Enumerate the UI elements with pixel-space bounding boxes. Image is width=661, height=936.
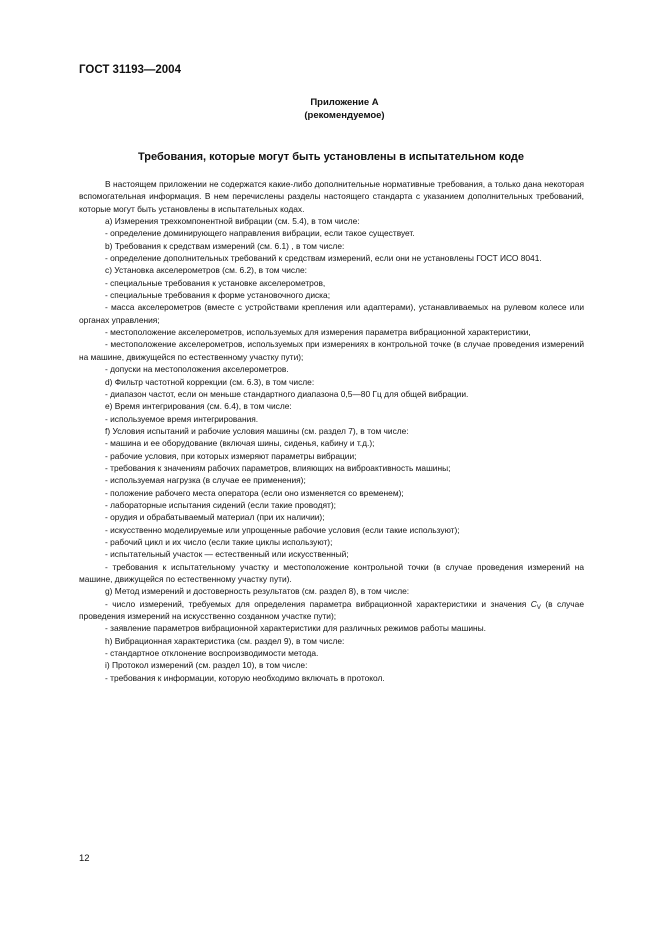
- annex-heading: [0, 96, 661, 122]
- cv-subscript: V: [536, 604, 541, 611]
- list-item: - определение дополнительных требований к средствам измерений, если они не установлены ГОСТ ИСО 8041.: [105, 253, 542, 264]
- list-item: i) Протокол измерений (см. раздел 10), в том числе:: [105, 660, 308, 671]
- list-item: - лабораторные испытания сидений (если такие проводят);: [105, 499, 336, 510]
- list-item: е) Время интегрирования (см. 6.4), в том числе:: [105, 401, 292, 412]
- list-item: с) Установка акселерометров (см. 6.2), в том числе:: [105, 265, 307, 276]
- list-item: - рабочий цикл и их число (если такие циклы используют);: [105, 536, 333, 547]
- list-item: g) Метод измерений и достоверность результатов (см. раздел 8), в том числе:: [105, 586, 410, 597]
- list-item: - испытательный участок — естественный или искусственный;: [105, 549, 349, 560]
- list-item: f) Условия испытаний и рабочие условия машины (см. раздел 7), в том числе:: [105, 425, 409, 436]
- list-item: - диапазон частот, если он меньше стандартного диапазона 0,5—80 Гц для общей вибрации.: [105, 388, 469, 399]
- list-item: - допуски на местоположения акселерометров.: [105, 364, 289, 375]
- intro-paragraph: В настоящем приложении не содержатся какие-либо дополнительные нормативные требования, а только дана некоторая вспомогательная информация. В нем перечислены разделы настоящего стандарта с указанием дополнительных требований, которые могут быть установлены в испытательных кодах.: [79, 179, 584, 214]
- list-item: - требования к информации, которую необходимо включать в протокол.: [105, 672, 385, 683]
- list-item: - машина и ее оборудование (включая шины, сиденья, кабину и т.д.);: [105, 438, 375, 449]
- list-item: - требования к испытательному участку и местоположение контрольной точки (в случае проведения измерений на машине, движущейся по естественному участку пути).: [79, 561, 584, 584]
- list-item: h) Вибрационная характеристика (см. раздел 9), в том числе:: [105, 635, 345, 646]
- list-item: - положение рабочего места оператора (если оно изменяется со временем);: [105, 487, 404, 498]
- list-item: - орудия и обрабатываемый материал (при их наличии);: [105, 512, 325, 523]
- list-item: - местоположение акселерометров, используемых при измерениях в контрольной точке (в случае проведения измерений на машине, движущейся по естественному участку пути);: [79, 339, 584, 362]
- list-item: - масса акселерометров (вместе с устройствами крепления или адаптерами), устанавливаемых на рулевом колесе или органах управления;: [79, 302, 584, 325]
- annex-body: [79, 178, 584, 684]
- page-number: 12: [79, 853, 90, 864]
- list-item: - специальные требования к установке акселерометров,: [105, 277, 326, 288]
- list-item: - используемая нагрузка (в случае ее применения);: [105, 475, 306, 486]
- cv-text-after: (в случае проведения измерений на искусственно созданном участке пути);: [79, 598, 584, 622]
- list-item: - специальные требования к форме установочного диска;: [105, 290, 331, 301]
- list-item: - искусственно моделируемые или упрощенные рабочие условия (если такие используют);: [105, 524, 460, 535]
- list-item: - используемое время интегрирования.: [105, 413, 259, 424]
- list-item: - местоположение акселерометров, используемых для измерения параметра вибрационной характеристики,: [105, 327, 531, 338]
- list-item: b) Требования к средствам измерений (см. 6.1) , в том числе:: [105, 240, 345, 251]
- list-item: - стандартное отклонение воспроизводимости метода.: [105, 648, 319, 659]
- list-item: - определение доминирующего направления вибрации, если такое существует.: [105, 228, 415, 239]
- list-item: а) Измерения трехкомпонентной вибрации (см. 5.4), в том числе:: [105, 216, 360, 227]
- list-item: - заявление параметров вибрационной характеристики для различных режимов работы машины.: [105, 623, 486, 634]
- list-item: d) Фильтр частотной коррекции (см. 6.3), в том числе:: [105, 376, 315, 387]
- document-header: ГОСТ 31193—2004: [79, 64, 181, 76]
- list-item: - рабочие условия, при которых измеряют параметры вибрации;: [105, 450, 357, 461]
- annex-status: (рекомендуемое): [304, 110, 385, 121]
- annex-label: Приложение А: [310, 97, 379, 108]
- annex-title: Требования, которые могут быть установлены в испытательном коде: [137, 151, 525, 163]
- list-item: - требования к значениям рабочих параметров, влияющих на виброактивность машины;: [105, 462, 451, 473]
- cv-text-before: - число измерений, требуемых для определения параметра вибрационной характеристики и значения: [105, 598, 531, 609]
- cv-symbol: C: [530, 598, 537, 609]
- list-item-cv: [79, 598, 584, 623]
